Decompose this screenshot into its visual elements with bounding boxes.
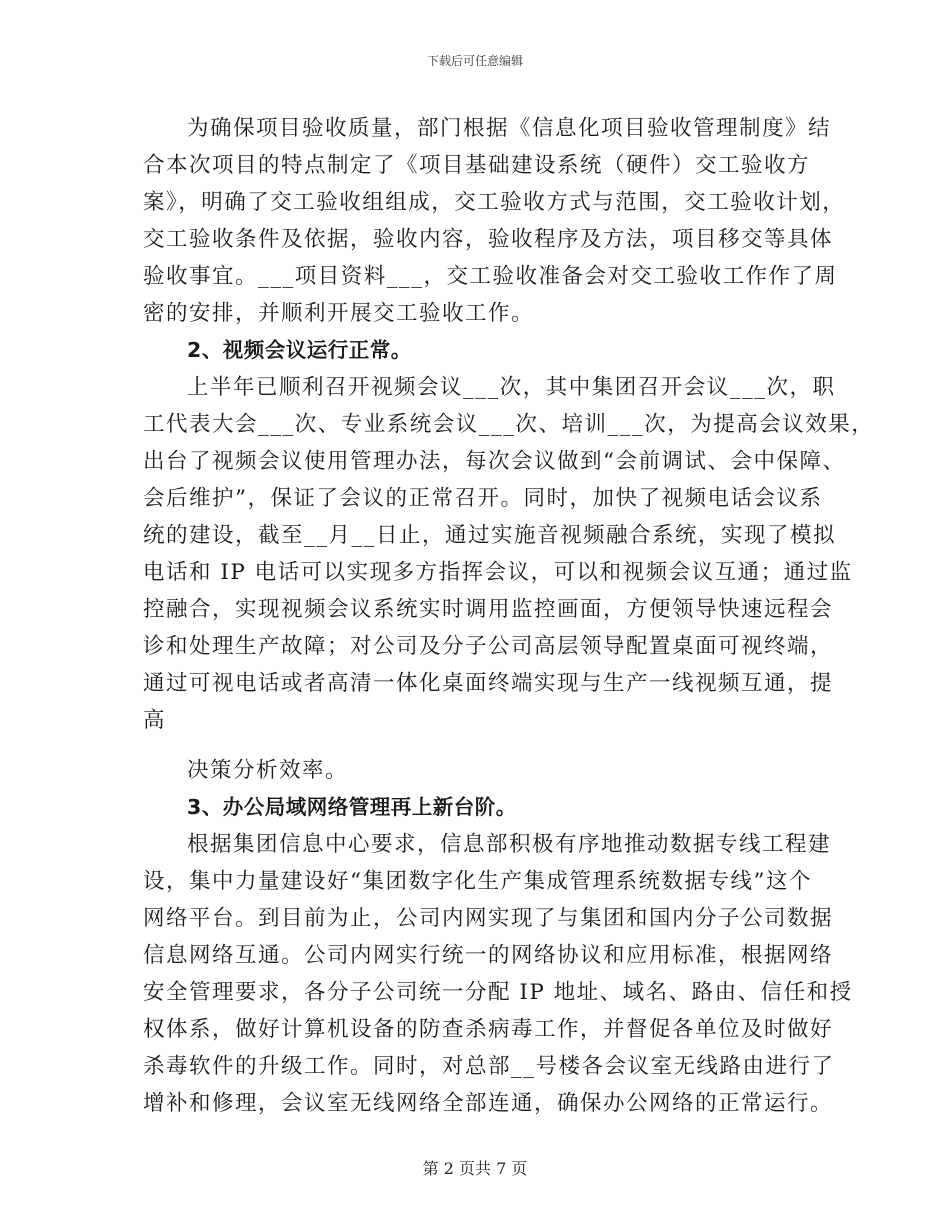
paragraph-line: 权体系，做好计算机设备的防查杀病毒工作，并督促各单位及时做好 — [143, 1017, 834, 1042]
paragraph-line: 统的建设，截至__月__日止，通过实施音视频融合系统，实现了模拟 — [143, 523, 837, 548]
section-heading-video-conference: 2、视频会议运行正常。 — [187, 338, 412, 362]
paragraph-line: 增补和修理，会议室无线网络全部连通，确保办公网络的正常运行。 — [143, 1091, 834, 1116]
paragraph-line: 控融合，实现视频会议系统实时调用监控画面，方便领导快速远程会 — [143, 597, 834, 622]
paragraph-line: 决策分析效率。 — [187, 758, 349, 783]
paragraph-line: 验收事宜。___项目资料___，交工验收准备会对交工验收工作作了周 — [143, 264, 838, 289]
paragraph-line: 网络平台。到目前为止，公司内网实现了与集团和国内分子公司数据 — [143, 906, 834, 931]
paragraph-line: 会后维护”，保证了会议的正常召开。同时，加快了视频电话会议系 — [143, 486, 823, 511]
page-footer: 第 2 页共 7 页 — [422, 1159, 528, 1178]
paragraph-line: 合本次项目的特点制定了《项目基础建设系统（硬件）交工验收方 — [143, 153, 811, 178]
paragraph-line: 通过可视电话或者高清一体化桌面终端实现与生产一线视频互通，提 — [143, 671, 834, 696]
paragraph-line: 设，集中力量建设好“集团数字化生产集成管理系统数据专线”这个 — [143, 869, 812, 894]
paragraph-line: 密的安排，并顺利开展交工验收工作。 — [143, 301, 535, 326]
paragraph-line: 杀毒软件的升级工作。同时，对总部__号楼各会议室无线路由进行了 — [143, 1054, 835, 1079]
paragraph-line: 信息网络互通。公司内网实行统一的网络协议和应用标准，根据网络 — [143, 943, 834, 968]
paragraph-line: 案》，明确了交工验收组组成，交工验收方式与范围，交工验收计划， — [143, 190, 846, 215]
document-body — [143, 110, 875, 1122]
paragraph-line: 上半年已顺利召开视频会议___次，其中集团召开会议___次，职 — [187, 375, 836, 400]
paragraph-line: 交工验收条件及依据，验收内容，验收程序及方法，项目移交等具体 — [143, 227, 834, 252]
paragraph-line: 诊和处理生产故障；对公司及分子公司高层领导配置桌面可视终端， — [143, 634, 834, 659]
paragraph-gap — [143, 739, 823, 752]
paragraph-line: 电话和 IP 电话可以实现多方指挥会议，可以和视频会议互通；通过监 — [143, 560, 853, 585]
paragraph-line: 出台了视频会议使用管理办法，每次会议做到“会前调试、会中保障、 — [143, 449, 846, 474]
paragraph-line: 工代表大会___次、专业系统会议___次、培训___次，为提高会议效果， — [143, 412, 875, 437]
paragraph-line: 安全管理要求，各分子公司统一分配 IP 地址、域名、路由、信任和授 — [143, 980, 853, 1005]
paragraph-line: 为确保项目验收质量，部门根据《信息化项目验收管理制度》结 — [187, 116, 832, 141]
paragraph-line: 根据集团信息中心要求，信息部积极有序地推动数据专线工程建 — [187, 832, 832, 857]
section-heading-lan-management: 3、办公局域网络管理再上新台阶。 — [187, 795, 517, 819]
page-header: 下载后可任意编辑 — [426, 54, 523, 68]
paragraph-line: 高 — [143, 708, 167, 733]
